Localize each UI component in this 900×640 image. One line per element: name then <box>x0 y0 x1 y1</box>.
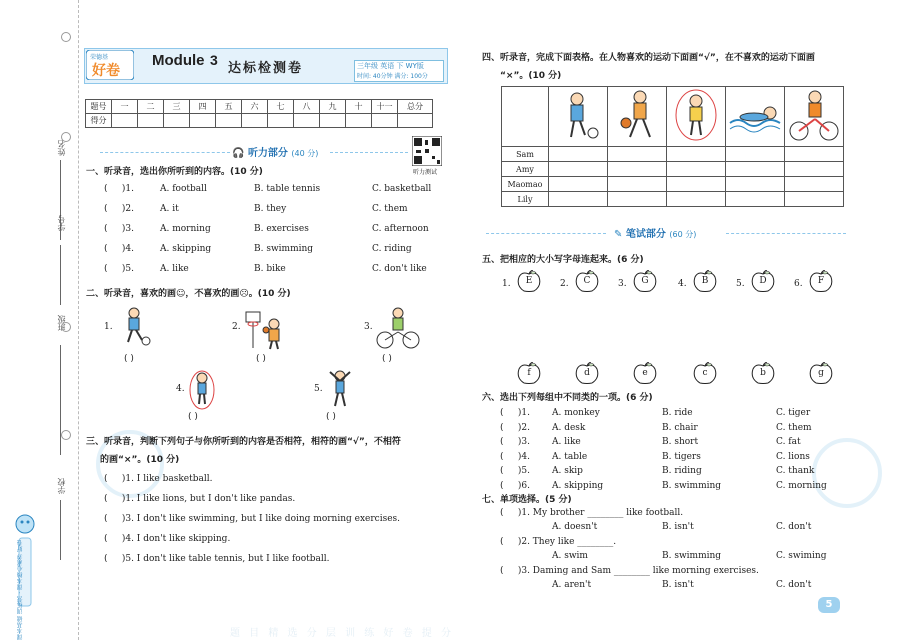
option-a: A. skip <box>552 466 583 476</box>
answer-cell[interactable] <box>785 192 844 207</box>
cycling-icon <box>785 87 843 144</box>
q6-item <box>500 423 530 433</box>
grade-line: 三年级 英语 下 WY版 <box>357 62 424 70</box>
q3-item <box>104 514 400 524</box>
option-a: A. table <box>552 451 588 462</box>
uppercase-apple[interactable] <box>750 270 776 292</box>
lowercase-apple[interactable] <box>574 362 600 384</box>
score-table <box>85 99 433 128</box>
module-number: 3 <box>210 52 218 68</box>
item-num: )4. <box>517 451 530 462</box>
answer-cell[interactable] <box>667 192 726 207</box>
listening-part-title: 听力部分 <box>247 148 288 159</box>
sport-swimming-cell <box>726 87 785 147</box>
q7-question <box>500 537 616 547</box>
option-a: A. like <box>552 437 581 447</box>
apple-number: 3. <box>618 279 627 289</box>
pencil-icon: ✎ <box>614 229 623 240</box>
score-cell: 四 <box>190 100 216 114</box>
option-c: C. don't like <box>372 264 427 274</box>
binding-hole <box>61 132 71 142</box>
q4-title-line1: 四、听录音，完成下面表格。在人物喜欢的运动下面画“√”，在不喜欢的运动下面画 <box>482 53 815 63</box>
score-blank[interactable] <box>112 114 138 128</box>
option-b: B. chair <box>662 422 698 433</box>
apple-number: 1. <box>502 279 511 289</box>
item-num: )1. <box>517 408 530 418</box>
lowercase-apple[interactable] <box>750 362 776 384</box>
apple-letter: C <box>583 276 591 286</box>
score-blank[interactable] <box>216 114 242 128</box>
q6-item <box>500 452 530 462</box>
option-b: B. exercises <box>254 224 309 234</box>
apple-letter: d <box>584 368 590 378</box>
apple-letter: G <box>641 276 649 286</box>
basketball-icon <box>608 87 666 144</box>
score-blank[interactable] <box>268 114 294 128</box>
skipping-rope-picture <box>188 368 216 413</box>
answer-paren[interactable]: ( ) <box>124 354 134 364</box>
option-a: A. monkey <box>552 408 600 418</box>
answer-paren[interactable]: ( <box>500 451 518 462</box>
module-label: Module <box>152 52 205 69</box>
score-cell: 五 <box>216 100 242 114</box>
lowercase-apple[interactable] <box>632 362 658 384</box>
q2-label: 1. <box>104 322 113 332</box>
divider <box>330 152 408 153</box>
option-a: A. morning <box>160 224 211 234</box>
option-c: C. thank <box>776 466 815 476</box>
answer-paren[interactable]: ( <box>104 184 122 194</box>
binding-label-class: 班级 <box>57 315 66 331</box>
answer-paren[interactable]: ( ) <box>382 354 392 364</box>
score-cell: 得分 <box>86 114 112 128</box>
brand-name: 好卷 <box>92 63 120 79</box>
answer-paren[interactable]: ( <box>104 494 122 504</box>
headphone-icon: 🎧 <box>232 148 245 159</box>
class-line <box>60 345 61 455</box>
score-cell: 七 <box>268 100 294 114</box>
sport-cycling-cell <box>785 87 844 147</box>
statement-text: )1. I like lions, but I don't like pandas. <box>121 494 296 504</box>
q3-title-line1: 三、听录音，判断下列句子与你所听到的内容是否相符，相符的画“√”，不相符 <box>86 437 401 447</box>
option-a: A. like <box>160 264 189 274</box>
sports-row <box>502 147 844 162</box>
person-name: Lily <box>502 192 549 207</box>
sports-row <box>502 192 844 207</box>
score-blank[interactable] <box>242 114 268 128</box>
time-line: 时间: 40分钟 满分: 100分 <box>357 73 428 80</box>
option-b: B. swimming <box>254 244 314 254</box>
sports-row <box>502 177 844 192</box>
q2-label: 2. <box>232 322 241 332</box>
answer-cell[interactable] <box>608 177 667 192</box>
football-icon <box>549 87 607 144</box>
lowercase-apple[interactable] <box>692 362 718 384</box>
listening-part-heading <box>232 144 318 159</box>
brand-small: 荣德基 <box>90 54 109 61</box>
option-b: B. short <box>662 437 699 447</box>
score-cell: 题号 <box>86 100 112 114</box>
option-b: B. table tennis <box>254 184 321 194</box>
answer-cell[interactable] <box>608 147 667 162</box>
option-b: B. swimming <box>662 480 722 491</box>
apple-letter: g <box>818 368 824 378</box>
apple-number: 6. <box>794 279 803 289</box>
q3-item <box>104 494 295 504</box>
slogan-text: 课本基础 训练营 · 课本核心素养 好卷 <box>17 540 24 640</box>
option-a: A. skipping <box>160 244 212 254</box>
answer-paren[interactable]: ( <box>104 514 122 524</box>
qr-code[interactable] <box>412 136 442 166</box>
sports-row <box>502 162 844 177</box>
score-input-row <box>86 114 433 128</box>
answer-cell[interactable] <box>549 162 608 177</box>
item-num: )2. <box>121 204 134 214</box>
uppercase-apple[interactable] <box>516 270 542 292</box>
uppercase-apple[interactable] <box>574 270 600 292</box>
score-cell: 三 <box>164 100 190 114</box>
answer-paren[interactable]: ( <box>500 466 518 476</box>
score-cell: 十 <box>346 100 372 114</box>
option-a: A. skipping <box>552 480 604 491</box>
option-c: C. them <box>372 204 408 214</box>
binding-hole <box>61 32 71 42</box>
option-b: B. riding <box>662 466 702 476</box>
answer-paren[interactable]: ( <box>104 224 122 234</box>
school-line <box>60 500 61 560</box>
divider <box>100 152 230 153</box>
item-num: )5. <box>517 466 530 476</box>
item-num: )4. <box>121 244 134 254</box>
option-a: A. football <box>160 184 207 194</box>
option-c: C. don't <box>776 580 812 590</box>
apple-letter: F <box>817 276 825 286</box>
answer-paren[interactable]: ( ) <box>256 354 266 364</box>
option-a: A. swim <box>552 551 588 561</box>
uppercase-apple[interactable] <box>632 270 658 292</box>
answer-cell[interactable] <box>667 177 726 192</box>
binding-label-id: 学号 <box>57 215 66 231</box>
answer-paren[interactable]: ( <box>500 508 518 518</box>
score-cell: 十一 <box>372 100 398 114</box>
binding-hole <box>61 430 71 440</box>
option-c: C. morning <box>776 480 827 491</box>
statement-text: )5. I don't like table tennis, but I like football. <box>121 554 330 564</box>
id-line <box>60 245 61 305</box>
writing-part-points: (60 分) <box>669 230 697 239</box>
score-blank[interactable] <box>138 114 164 128</box>
swimming-icon <box>726 87 784 144</box>
page-number: 5 <box>818 597 840 613</box>
q7-title: 七、单项选择。(5 分) <box>482 495 572 505</box>
option-b: B. they <box>254 204 287 214</box>
q3-item <box>104 534 230 544</box>
uppercase-apple[interactable] <box>692 270 718 292</box>
person-name: Sam <box>502 147 549 162</box>
q3-item <box>104 474 213 484</box>
q4-title-line2: “×”。(10 分) <box>500 71 562 81</box>
question-text: )3. Daming and Sam ________ like morning exercises. <box>517 566 759 576</box>
option-b: B. swimming <box>662 551 722 561</box>
sport-basketball-cell <box>608 87 667 147</box>
q6-item <box>500 481 530 491</box>
question-text: )2. They like ________. <box>517 537 617 547</box>
watermark-seal <box>812 438 882 508</box>
apple-letter: D <box>759 276 767 286</box>
option-c: C. riding <box>372 244 412 254</box>
option-c: C. don't <box>776 522 812 532</box>
football-player-picture <box>118 306 154 349</box>
q2-label: 4. <box>176 384 185 394</box>
apple-letter: B <box>701 276 709 286</box>
score-blank[interactable] <box>398 114 433 128</box>
sports-header-row <box>502 87 844 147</box>
q6-title: 六、选出下列每组中不同类的一项。(6 分) <box>482 393 653 403</box>
q1-item <box>104 224 134 234</box>
apple-number: 2. <box>560 279 569 289</box>
q5-title: 五、把相应的大小写字母连起来。(6 分) <box>482 255 644 265</box>
statement-text: )3. I don't like swimming, but I like doing morning exercises. <box>121 514 401 524</box>
option-b: B. isn't <box>662 522 694 532</box>
option-c: C. lions <box>776 451 810 462</box>
apple-letter: e <box>642 368 648 378</box>
answer-paren[interactable]: ( <box>500 480 518 491</box>
score-blank[interactable] <box>346 114 372 128</box>
score-cell: 八 <box>294 100 320 114</box>
answer-paren[interactable]: ( <box>104 264 122 274</box>
sport-skipping-cell <box>667 87 726 147</box>
answer-paren[interactable]: ( <box>104 204 122 214</box>
score-cell: 六 <box>242 100 268 114</box>
answer-cell[interactable] <box>608 192 667 207</box>
option-b: B. ride <box>662 408 693 418</box>
score-blank[interactable] <box>320 114 346 128</box>
answer-cell[interactable] <box>667 162 726 177</box>
corner-cell <box>502 87 549 147</box>
q1-item <box>104 204 134 214</box>
apple-letter: f <box>527 368 531 378</box>
question-text: )1. My brother ________ like football. <box>517 508 684 518</box>
answer-cell[interactable] <box>549 177 608 192</box>
brand-logo <box>86 50 134 80</box>
answer-paren[interactable]: ( <box>104 534 122 544</box>
score-blank[interactable] <box>294 114 320 128</box>
answer-cell[interactable] <box>549 147 608 162</box>
sport-football-cell <box>549 87 608 147</box>
listening-part-points: (40 分) <box>291 149 319 158</box>
answer-paren[interactable]: ( <box>104 244 122 254</box>
item-num: )2. <box>517 422 530 433</box>
skipping-icon <box>667 87 725 144</box>
option-a: A. it <box>160 204 179 214</box>
basketball-player-picture <box>244 310 288 353</box>
exercising-picture <box>326 368 354 413</box>
option-c: C. them <box>776 422 812 433</box>
item-num: )1. <box>121 184 134 194</box>
q6-item <box>500 437 530 447</box>
binding-label-name: 姓名 <box>57 140 66 156</box>
qr-label: 听力测试 <box>413 169 438 176</box>
binding-hole <box>61 322 71 332</box>
cyclist-picture <box>376 306 420 353</box>
q2-title: 二、听录音，喜欢的画☺，不喜欢的画☹。(10 分) <box>86 289 291 299</box>
statement-text: )4. I don't like skipping. <box>121 534 231 544</box>
footer-text: 题 目 精 选 分 层 训 练 好 卷 提 分 <box>230 628 454 639</box>
apple-letter: c <box>702 368 708 378</box>
q6-item <box>500 408 530 418</box>
answer-paren[interactable]: ( <box>500 408 518 418</box>
answer-cell[interactable] <box>785 147 844 162</box>
answer-cell[interactable] <box>726 192 785 207</box>
option-b: B. tigers <box>662 451 701 462</box>
lowercase-apple[interactable] <box>516 362 542 384</box>
answer-cell[interactable] <box>726 147 785 162</box>
q7-question <box>500 508 683 518</box>
item-num: )6. <box>517 480 530 491</box>
option-c: C. fat <box>776 437 801 447</box>
score-cell: 一 <box>112 100 138 114</box>
q3-title-line2: 的画“×”。(10 分) <box>100 455 180 465</box>
q2-label: 3. <box>364 322 373 332</box>
score-header-row <box>86 100 433 114</box>
person-name: Maomao <box>502 177 549 192</box>
option-c: C. swiming <box>776 551 827 561</box>
answer-cell[interactable] <box>785 162 844 177</box>
option-c: C. tiger <box>776 408 811 418</box>
option-c: C. afternoon <box>372 224 429 234</box>
answer-paren[interactable]: ( <box>500 537 518 547</box>
q1-item <box>104 184 134 194</box>
sports-table <box>501 86 844 207</box>
q2-label: 5. <box>314 384 323 394</box>
writing-part-heading <box>614 225 696 240</box>
answer-paren[interactable]: ( <box>500 422 518 433</box>
score-blank[interactable] <box>372 114 398 128</box>
uppercase-apple[interactable] <box>808 270 834 292</box>
apple-letter: b <box>760 368 766 378</box>
q1-item <box>104 244 134 254</box>
answer-cell[interactable] <box>549 192 608 207</box>
writing-part-title: 笔试部分 <box>625 229 666 240</box>
q3-item <box>104 554 329 564</box>
score-cell: 九 <box>320 100 346 114</box>
item-num: )3. <box>121 224 134 234</box>
option-b: B. isn't <box>662 580 694 590</box>
score-cell: 总分 <box>398 100 433 114</box>
apple-number: 5. <box>736 279 745 289</box>
divider <box>486 233 606 234</box>
answer-cell[interactable] <box>726 177 785 192</box>
option-a: A. aren't <box>552 580 592 590</box>
binding-label-school: 学校 <box>57 478 66 494</box>
option-a: A. desk <box>552 422 586 433</box>
answer-paren[interactable]: ( <box>500 566 518 576</box>
answer-cell[interactable] <box>785 177 844 192</box>
test-title: 达标检测卷 <box>228 61 304 76</box>
q6-item <box>500 466 530 476</box>
q7-question <box>500 566 759 576</box>
answer-paren[interactable]: ( <box>104 474 122 484</box>
q1-item <box>104 264 134 274</box>
apple-letter: E <box>525 276 533 286</box>
binding-strip <box>0 0 79 640</box>
score-blank[interactable] <box>164 114 190 128</box>
answer-cell[interactable] <box>726 162 785 177</box>
q1-title: 一、听录音，选出你所听到的内容。(10 分) <box>86 167 263 177</box>
answer-cell[interactable] <box>608 162 667 177</box>
item-num: )5. <box>121 264 134 274</box>
answer-paren[interactable]: ( ) <box>188 412 198 422</box>
option-b: B. bike <box>254 264 286 274</box>
item-num: )3. <box>517 437 530 447</box>
person-name: Amy <box>502 162 549 177</box>
answer-paren[interactable]: ( ) <box>326 412 336 422</box>
answer-cell[interactable] <box>667 147 726 162</box>
score-blank[interactable] <box>190 114 216 128</box>
divider <box>726 233 846 234</box>
option-a: A. doesn't <box>552 522 598 532</box>
option-c: C. basketball <box>372 184 432 194</box>
score-cell: 二 <box>138 100 164 114</box>
answer-paren[interactable]: ( <box>104 554 122 564</box>
answer-paren[interactable]: ( <box>500 437 518 447</box>
apple-number: 4. <box>678 279 687 289</box>
lowercase-apple[interactable] <box>808 362 834 384</box>
statement-text: )1. I like basketball. <box>121 474 213 484</box>
